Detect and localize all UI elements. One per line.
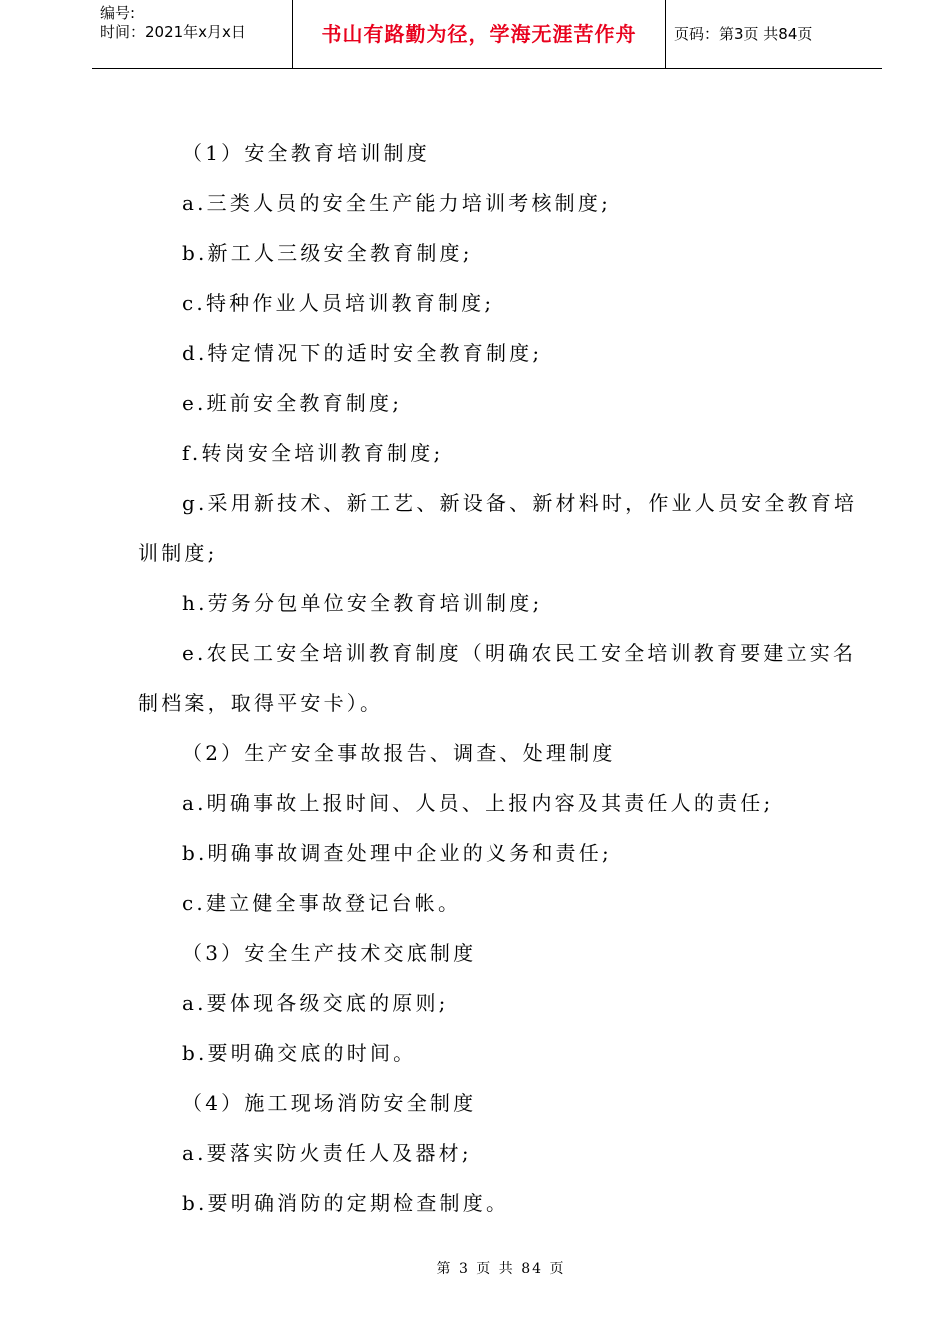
list-item: g.采用新技术、新工艺、新设备、新材料时，作业人员安全教育培 bbox=[182, 491, 858, 515]
list-item: b.要明确消防的定期检查制度。 bbox=[182, 1191, 510, 1215]
section-heading-3: （3）安全生产技术交底制度 bbox=[182, 941, 477, 965]
list-item: c.建立健全事故登记台帐。 bbox=[182, 891, 462, 915]
time-label: 时间：2021年x月x日 bbox=[100, 23, 246, 41]
list-item: e.农民工安全培训教育制度（明确农民工安全培训教育要建立实名 bbox=[182, 641, 857, 665]
page-header bbox=[92, 0, 882, 69]
list-item: c.特种作业人员培训教育制度; bbox=[182, 291, 495, 315]
list-item: b.要明确交底的时间。 bbox=[182, 1041, 417, 1065]
header-page-number: 页码：第3页 共84页 bbox=[674, 25, 813, 43]
section-heading-1: （1）安全教育培训制度 bbox=[182, 141, 430, 165]
list-item: h.劳务分包单位安全教育培训制度; bbox=[182, 591, 543, 615]
header-slogan: 书山有路勤为径，学海无涯苦作舟 bbox=[293, 0, 666, 68]
list-item: a.要体现各级交底的原则; bbox=[182, 991, 449, 1015]
list-item: b.明确事故调查处理中企业的义务和责任; bbox=[182, 841, 612, 865]
footer-page-number: 第 3 页 共 84 页 bbox=[436, 1261, 566, 1277]
list-item: e.班前安全教育制度; bbox=[182, 391, 403, 415]
section-heading-2: （2）生产安全事故报告、调查、处理制度 bbox=[182, 741, 616, 765]
list-item: b.新工人三级安全教育制度; bbox=[182, 241, 473, 265]
list-item: a.要落实防火责任人及器材; bbox=[182, 1141, 472, 1165]
section-heading-4: （4）施工现场消防安全制度 bbox=[182, 1091, 477, 1115]
header-meta bbox=[92, 0, 293, 68]
list-item-continuation: 制档案，取得平安卡）。 bbox=[138, 691, 384, 715]
list-item: f.转岗安全培训教育制度; bbox=[182, 441, 444, 465]
serial-label: 编号: bbox=[100, 4, 136, 22]
list-item: a.明确事故上报时间、人员、上报内容及其责任人的责任; bbox=[182, 791, 774, 815]
list-item: d.特定情况下的适时安全教育制度; bbox=[182, 341, 543, 365]
page-footer bbox=[0, 1258, 950, 1278]
list-item-continuation: 训制度; bbox=[138, 541, 218, 565]
list-item: a.三类人员的安全生产能力培训考核制度; bbox=[182, 191, 612, 215]
